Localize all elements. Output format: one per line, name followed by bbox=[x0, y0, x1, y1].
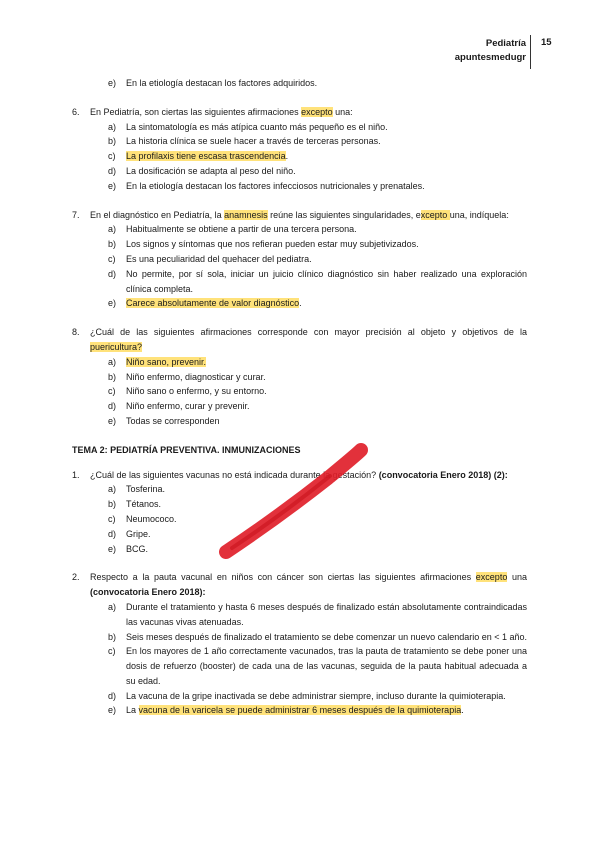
question-number: 7. bbox=[72, 209, 80, 220]
header-divider bbox=[530, 35, 531, 69]
question-text: ¿Cuál de las siguientes afirmaciones corresponde con mayor precisión al objeto y objetivos de la puericultura? bbox=[90, 327, 527, 352]
question-text: ¿Cuál de las siguientes vacunas no está indicada durante la gestación? (convocatoria Enero 2018) (2): bbox=[90, 469, 508, 480]
option-item: b) Los signos y síntomas que nos refieran pueden estar muy subjetivizados. bbox=[108, 239, 419, 250]
t2-question-2 bbox=[72, 570, 527, 718]
question-number: 8. bbox=[72, 327, 80, 338]
q7-options bbox=[108, 222, 527, 311]
page-header bbox=[0, 35, 599, 71]
option-item: b) Seis meses después de finalizado el tratamiento se debe comenzar un nuevo calendario en < 1 año. bbox=[108, 631, 528, 642]
option-item: c) Neumococo. bbox=[108, 513, 177, 524]
highlight: anamnesis bbox=[224, 209, 268, 220]
q6-options bbox=[108, 120, 527, 194]
q8-options bbox=[108, 355, 527, 429]
question-number: 1. bbox=[72, 469, 80, 480]
question-number: 2. bbox=[72, 572, 80, 583]
page-number: 15 bbox=[541, 37, 552, 48]
t2q1-options bbox=[108, 482, 527, 556]
option-item: d) Gripe. bbox=[108, 528, 151, 539]
t2-question-1 bbox=[72, 468, 527, 557]
header-text bbox=[455, 37, 526, 65]
option-item: e) Carece absolutamente de valor diagnóstico. bbox=[108, 298, 302, 309]
option-item: a) Tosferina. bbox=[108, 484, 166, 495]
option-item: a) Durante el tratamiento y hasta 6 meses después de finalizado están absolutamente contraindicadas las vacunas vivas atenuadas. bbox=[108, 601, 527, 627]
highlight: puericultura? bbox=[90, 341, 143, 352]
highlight: Carece absolutamente de valor diagnóstico bbox=[126, 298, 300, 309]
option-item: d) No permite, por sí sola, iniciar un juicio clínico diagnóstico sin haber realizado una exploración clínica completa. bbox=[108, 268, 527, 294]
q5-options bbox=[108, 76, 527, 91]
option-item: d) Niño enfermo, curar y prevenir. bbox=[108, 401, 250, 412]
option-item: c) Es una peculiaridad del quehacer del pediatra. bbox=[108, 253, 312, 264]
highlight: Niño sano, prevenir. bbox=[126, 356, 207, 367]
option-item: c) En los mayores de 1 año correctamente vacunados, tras la pauta de tratamiento se debe poner una dosis de refuerzo (booster) de cada una de las vacunas, seguida de la pauta habitual adecuada a su edad. bbox=[108, 646, 527, 686]
t2q2-options bbox=[108, 600, 527, 718]
option-item bbox=[108, 76, 527, 91]
option-item: a) Habitualmente se obtiene a partir de una tercera persona. bbox=[108, 224, 357, 235]
option-item: e) Todas se corresponden bbox=[108, 415, 220, 426]
option-item: d) La vacuna de la gripe inactivada se debe administrar siempre, incluso durante la quimioterapia. bbox=[108, 690, 506, 701]
highlight: La profilaxis tiene escasa trascendencia bbox=[126, 151, 286, 162]
option-item: e) BCG. bbox=[108, 543, 149, 554]
option-item: d) La dosificación se adapta al peso del niño. bbox=[108, 165, 296, 176]
option-item: b) La historia clínica se suele hacer a través de terceras personas. bbox=[108, 136, 381, 147]
option-item: a) La sintomatología es más atípica cuanto más pequeño es el niño. bbox=[108, 121, 388, 132]
section-title: TEMA 2: PEDIATRÍA PREVENTIVA. INMUNIZACIONES bbox=[72, 444, 301, 455]
convocatoria: (convocatoria Enero 2018) bbox=[90, 587, 203, 598]
header-title: Pediatría bbox=[485, 38, 526, 49]
highlight: xcepto bbox=[420, 209, 450, 220]
highlight: vacuna de la varicela se puede administrar 6 meses después de la quimioterapia bbox=[138, 705, 462, 716]
question-7 bbox=[72, 208, 527, 312]
question-number: 6. bbox=[72, 106, 80, 117]
question-text: Respecto a la pauta vacunal en niños con cáncer son ciertas las siguientes afirmaciones excepto una (convocatoria Enero 2018): bbox=[90, 572, 527, 598]
header-author: apuntesmedugr bbox=[454, 52, 526, 63]
question-8 bbox=[72, 325, 527, 429]
option-item: a) Niño sano, prevenir. bbox=[108, 356, 207, 367]
option-item: b) Tétanos. bbox=[108, 499, 162, 510]
option-item: b) Niño enfermo, diagnosticar y curar. bbox=[108, 371, 266, 382]
page-content bbox=[72, 76, 527, 718]
convocatoria: (convocatoria Enero 2018) bbox=[378, 469, 492, 480]
option-item: c) Niño sano o enfermo, y su entorno. bbox=[108, 386, 267, 397]
highlight: excepto bbox=[475, 572, 508, 583]
highlight: excepto bbox=[301, 106, 333, 117]
option-letter: e) bbox=[108, 78, 117, 88]
question-6 bbox=[72, 105, 527, 194]
option-text: En la etiología destacan los factores adquiridos. bbox=[126, 78, 318, 88]
option-item: e) La vacuna de la varicela se puede administrar 6 meses después de la quimioterapia. bbox=[108, 705, 464, 716]
option-item: c) La profilaxis tiene escasa trascendencia. bbox=[108, 151, 289, 162]
question-text: En Pediatría, son ciertas las siguientes afirmaciones excepto una: bbox=[90, 106, 353, 117]
option-item: e) En la etiología destacan los factores infecciosos nutricionales y prenatales. bbox=[108, 180, 425, 191]
question-text: En el diagnóstico en Pediatría, la anamnesis reúne las siguientes singularidades, excepto una, indíquela: bbox=[90, 209, 509, 220]
